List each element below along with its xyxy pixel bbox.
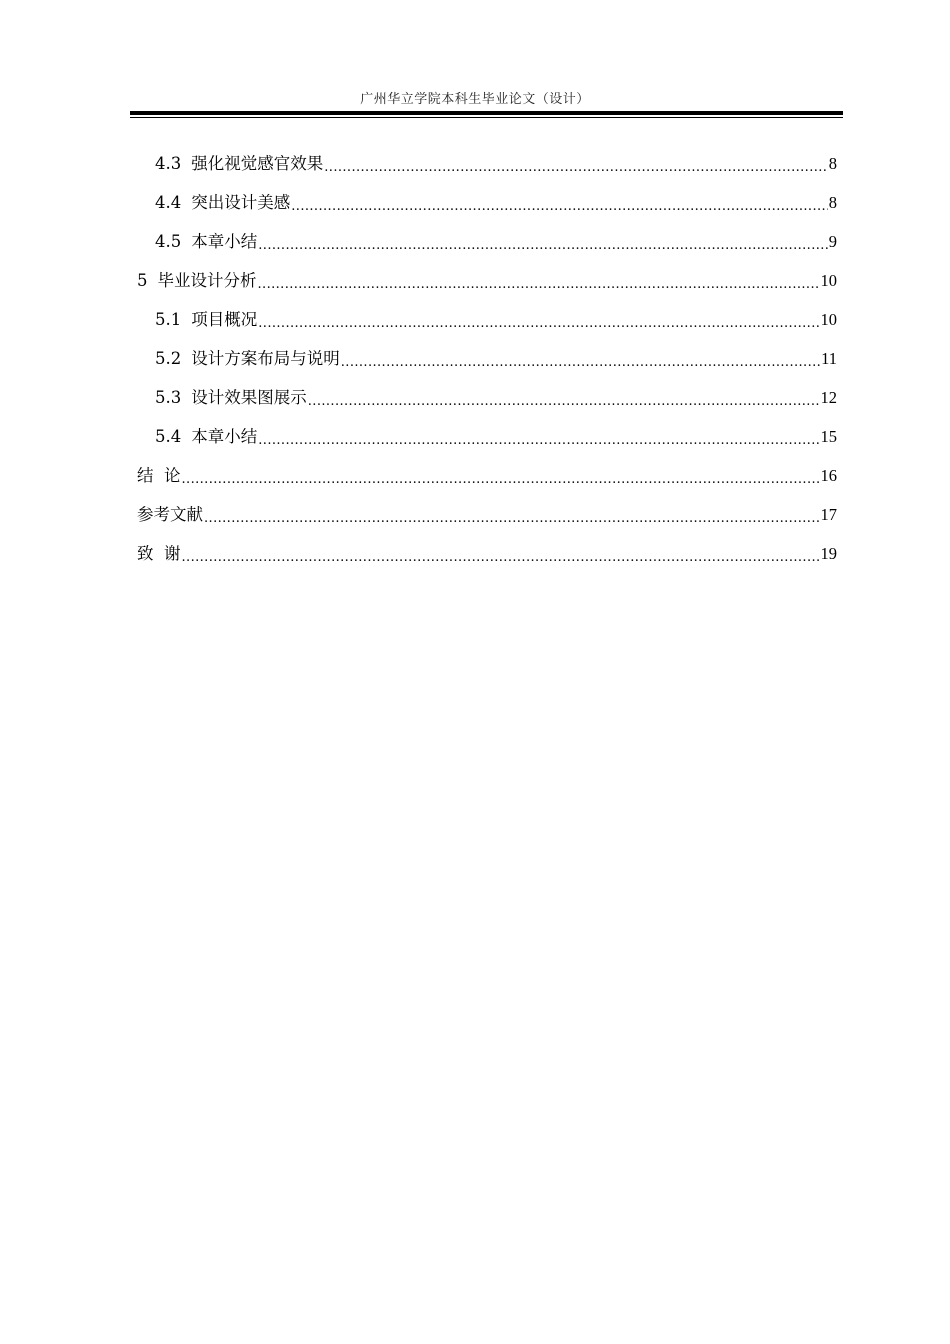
toc-entry-title: 结 论 (137, 466, 181, 485)
toc-entry-label (137, 462, 181, 490)
toc-entry-title: 设计效果图展示 (191, 388, 307, 407)
toc-entry-label (137, 267, 257, 295)
toc-entry-label (155, 189, 290, 217)
toc-dot-leader (258, 423, 819, 451)
toc-dot-leader (308, 384, 820, 412)
toc-entry-number: 5 (137, 271, 148, 290)
toc-dot-leader (182, 540, 820, 568)
toc-dot-leader (341, 345, 820, 373)
toc-entry-page: 9 (828, 232, 837, 251)
toc-dot-leader (204, 501, 820, 529)
toc-entry-conclusion[interactable] (137, 451, 837, 490)
toc-entry-number: 5.4 (155, 427, 182, 446)
toc-entry-title: 本章小结 (191, 232, 258, 251)
toc-entry-5[interactable] (137, 256, 837, 295)
toc-entry-label (155, 150, 323, 178)
toc-entry-label (155, 228, 257, 256)
toc-entry-title: 毕业设计分析 (157, 271, 257, 290)
toc-entry-number: 4.5 (155, 232, 182, 251)
toc-entry-page: 8 (828, 154, 837, 173)
toc-entry-page: 8 (828, 193, 837, 212)
toc-entry-page: 11 (821, 349, 837, 368)
toc-entry-number: 4.3 (155, 154, 182, 173)
toc-entry-label (155, 345, 340, 373)
toc-entry-page: 19 (820, 544, 837, 563)
toc-entry-title: 项目概况 (191, 310, 258, 329)
toc-dot-leader (182, 462, 820, 490)
toc-dot-leader (324, 150, 828, 178)
toc-entry-number: 4.4 (155, 193, 182, 212)
toc-entry-title: 设计方案布局与说明 (191, 349, 340, 368)
toc-entry-number: 5.2 (155, 349, 182, 368)
header-rule-thin (130, 117, 843, 118)
toc-entry-page: 10 (820, 271, 837, 290)
toc-entry-label (137, 540, 181, 568)
toc-dot-leader (291, 189, 828, 217)
toc-entry-label (137, 501, 203, 529)
table-of-contents (137, 139, 837, 568)
toc-entry-4-3[interactable] (137, 139, 837, 178)
toc-entry-5-2[interactable] (137, 334, 837, 373)
toc-entry-references[interactable] (137, 490, 837, 529)
toc-entry-label (155, 384, 307, 412)
toc-entry-page: 12 (820, 388, 837, 407)
toc-entry-title: 参考文献 (137, 505, 203, 524)
toc-entry-4-5[interactable] (137, 217, 837, 256)
toc-entry-number: 5.1 (155, 310, 182, 329)
toc-entry-4-4[interactable] (137, 178, 837, 217)
toc-entry-title: 致 谢 (137, 544, 181, 563)
toc-entry-page: 15 (820, 427, 837, 446)
toc-dot-leader (258, 228, 828, 256)
toc-entry-page: 16 (820, 466, 837, 485)
toc-entry-acknowledgements[interactable] (137, 529, 837, 568)
toc-entry-5-3[interactable] (137, 373, 837, 412)
header-rule-thick (130, 111, 843, 115)
toc-dot-leader (258, 306, 819, 334)
toc-dot-leader (258, 267, 820, 295)
header-title: 广州华立学院本科生毕业论文（设计） (360, 92, 590, 107)
toc-entry-5-4[interactable] (137, 412, 837, 451)
toc-entry-title: 本章小结 (191, 427, 258, 446)
toc-entry-5-1[interactable] (137, 295, 837, 334)
toc-entry-page: 10 (820, 310, 837, 329)
toc-entry-number: 5.3 (155, 388, 182, 407)
toc-entry-title: 突出设计美感 (191, 193, 291, 212)
toc-entry-page: 17 (820, 505, 837, 524)
toc-entry-label (155, 423, 257, 451)
toc-entry-title: 强化视觉感官效果 (191, 154, 324, 173)
toc-entry-label (155, 306, 257, 334)
